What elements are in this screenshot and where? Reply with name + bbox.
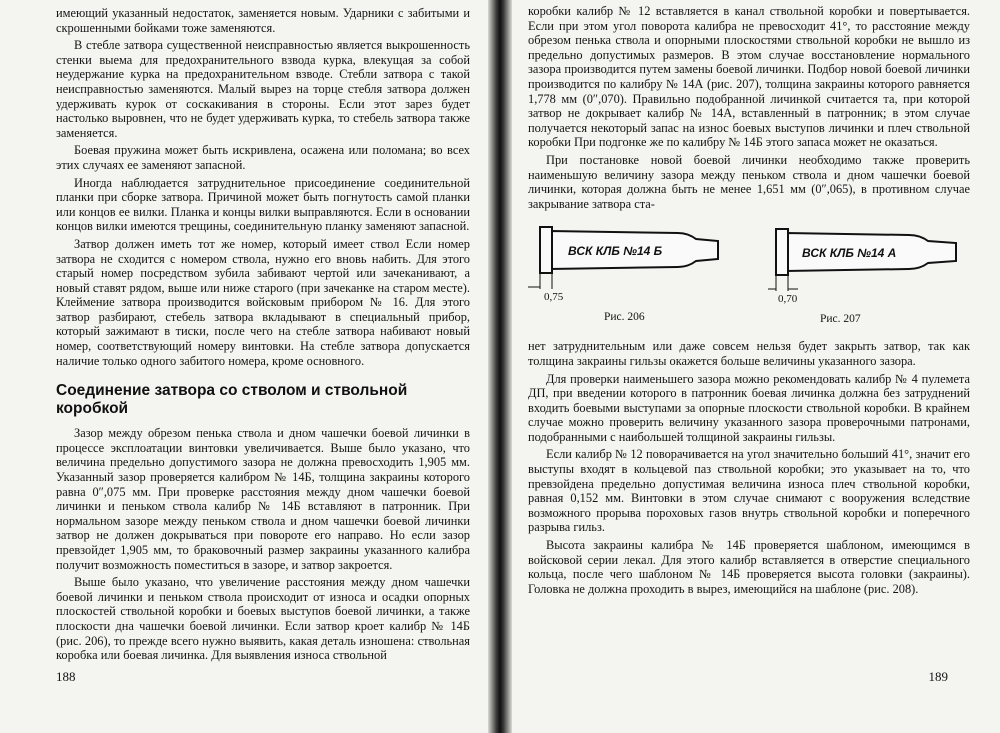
paragraph: Для проверки наименьшего зазора можно рекомендовать калибр № 4 пулемета ДП, при введении которого в патронник боевая личинка должна без затруднений входить боевыми выступами за опорные плоскости ствольной коробки. В крайнем случае можно проверить величину указанного зазора проверочными патронами, подобранными с наибольшей толщиной закраины гильзы. [528,371,970,444]
gauge-14b-drawing [528,219,728,299]
paragraph: нет затруднительным или даже совсем нельзя будет закрыть затвор, так как толщина закраины гильзы окажется больше величины указанного зазора. [528,339,970,368]
section-heading: Соединение затвора со стволом и ствольной коробкой [56,382,408,418]
dimension-label: 0,75 [544,291,564,304]
paragraph: Высота закраины калибра № 14Б проверяется шаблоном, имеющимся в войсковой серии лекал. Для этого калибр вставляется в отверстие специального кольца, после чего шаблоном № 14Б проверяется высота головки (закраины). Головка не должна проходить в вырез, имеющийся на шаблоне (рис. 208). [528,538,970,596]
figure-caption: Рис. 206 [604,311,645,324]
paragraph: Зазор между обрезом пенька ствола и дном чашечки боевой личинки в процессе эксплоатации винтовки увеличивается. Выше было указано, что величина предельно допустимого зазора не должна превосходить 1,905 мм. Указанный зазор проверяется калибром № 14Б, толщина закраины которого равна 0″,075 мм. При проверке расстояния между дном чашечки боевой личинки и пеньком ствола калибр № 14Б вставляют в патронник. При нормальном зазоре между пеньком ствола и дном чашечки боевой личинки затвор не должен докрываться при повороте его направо. Но если зазор превзойдет 1,905 мм, то браковочный размер закраины указанного калибра получит возможность поместиться в зазоре, и затвор закроется. [56,426,470,572]
paragraph: Боевая пружина может быть искривлена, осажена или поломана; во всех этих случаях ее заменяют запасной. [56,143,470,172]
paragraph: В стебле затвора существенной неисправностью является выкрошенность стенки выема для предохранительного взвода курка, влекущая за собой неудержание курка на предохранительном взводе. Стебли затвора с такой неисправностью заменяются. Малый вырез на торце стебля затвора должен удерживать курок от соскакивания в стороны. Если этот зарез будет настолько выровнен, что не будет удерживать курка, то стебель затвора также заменяется. [56,38,470,140]
right-page [508,0,1000,733]
figure-206 [528,219,728,331]
gauge-label: ВСК КЛБ №14 А [802,246,897,261]
figure-caption: Рис. 207 [820,313,861,326]
paragraph: Затвор должен иметь тот же номер, который имеет ствол Если номер затвора не сходится с номером ствола, нужно его вновь набить. Для этого старый номер посредством зубила забивают чертой или зачеканивают, а новый ставят рядом, выше или ниже старого (при зачеканке на старом месте). Клеймение затвора производится войсковым прибором № 16. Для этого затвор разбирают, стебель затвора вкладывают в специальный прибор, который зажимают в тиски, после чего на стебле затвора набивают новый номер, соответствующий номеру винтовки. На стебле затвора допускается наличие только одного забитого номера, кроме основного. [56,236,470,368]
paragraph: Иногда наблюдается затруднительное присоединение соединительной планки при сборке затвора. Причиной может быть погнутость самой планки или концов ее вилки. Планка и концы вилки выправляются. Если в основании концов вилки имеются трещины, соединительную планку заменяют запасной. [56,175,470,234]
figure-207 [764,219,964,331]
paragraph: Если калибр № 12 поворачивается на угол значительно больший 41°, значит его выступы входят в кольцевой паз ствольной коробки; это указывает на то, что превзойдена предельно допустимая величина износа плеч ствольной коробки, равная 0,152 мм. Винтовки в этом случае снимают с вооружения вследствие возможного прорыва пороховых газов внутрь ствольной коробки и поперечного разрыва гильз. [528,447,970,535]
page-number: 188 [56,669,76,684]
paragraph: Выше было указано, что увеличение расстояния между дном чашечки боевой личинки и пеньком ствола происходит от износа и осадки опорных плоскостей ствольной коробки и боевых выступов боевой личинки, а также плоскости дна чашечки боевой личинки. Если затвор кроет калибр № 14Б (рис. 206), то прежде всего нужно выявить, какая деталь изношена: ствольная коробка или боевая личинка. Для выявления износа ствольной [56,575,470,663]
paragraph: имеющий указанный недостаток, заменяется новым. Ударники с забитыми и скрошенными бойками тоже заменяются. [56,6,470,35]
paragraph: При постановке новой боевой личинки необходимо также проверить наименьшую величину зазора между пеньком ствола и дном чашечки боевой личинки, которая должна быть не менее 1,651 мм (0″,065), в противном случае закрывание затвора ста- [528,152,970,211]
gauge-14a-drawing [764,219,964,299]
dimension-label: 0,70 [778,293,798,306]
figures-row [528,219,970,331]
gauge-label: ВСК КЛБ №14 Б [568,244,663,259]
paragraph: коробки калибр № 12 вставляется в канал ствольной коробки и повертывается. Если при этом угол поворота калибра не превосходит 41°, то расстояние между обрезом пенька ствола и опорными плоскостями ствольной коробки не вышло из предельно допустимых размеров. В этом случае восстановление нормального зазора производится путем замены боевой личинки. Подбор новой боевой личинки производится по калибру № 14А (рис. 207), толщина закраины которого равняется 1,778 мм (0″,070). Правильно подобранной личинкой считается та, при которой затвор не докрывает калибр № 14А, вставленный в патронник; в этом случае получается некоторый запас на износ боевых выступов личинки и плеч ствольной коробки При подгонке же по калибру № 14Б этого запаса может не оказаться. [528,4,970,150]
page-number: 189 [928,669,948,684]
left-page [0,0,492,733]
